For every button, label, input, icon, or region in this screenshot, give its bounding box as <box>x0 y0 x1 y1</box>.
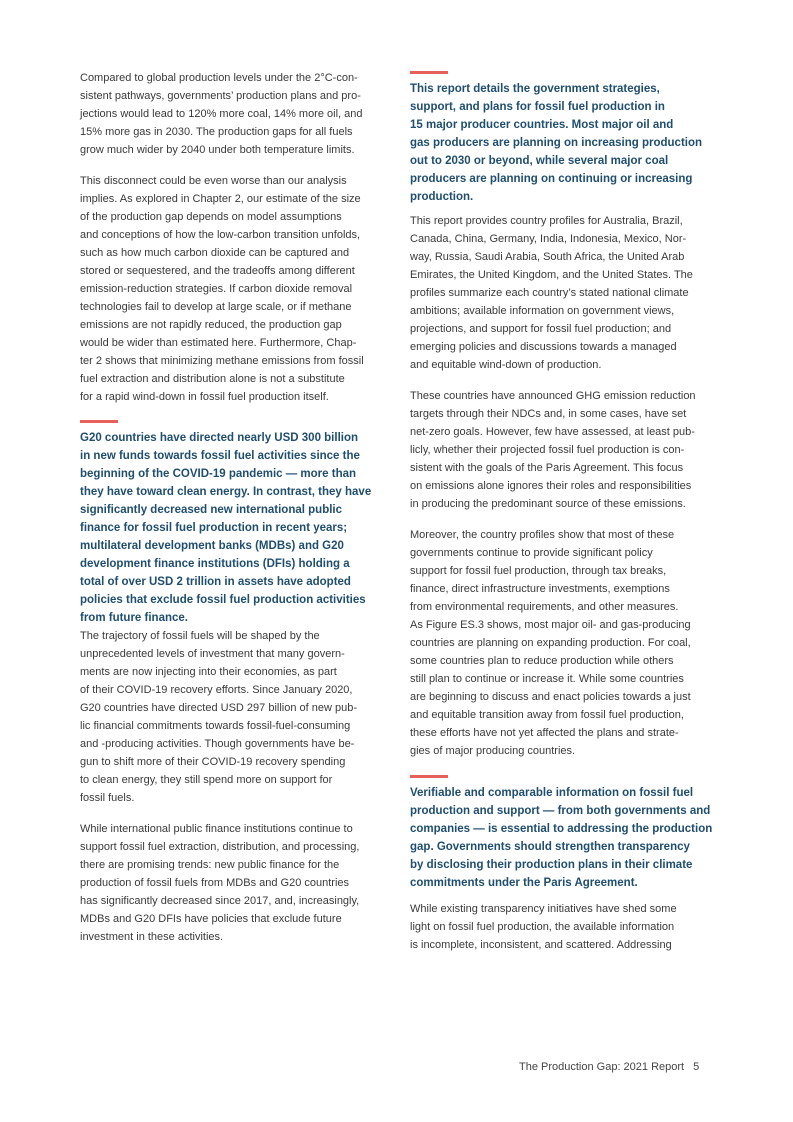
text-line: still plan to continue or increase it. While some countries <box>410 673 684 685</box>
text-line: This report provides country profiles for Australia, Brazil, <box>410 215 683 227</box>
highlight-line: out to 2030 or beyond, while several major coal <box>410 155 669 167</box>
highlight-line: beginning of the COVID-19 pandemic — more than <box>80 468 357 480</box>
text-line: lic financial commitments towards fossil-fuel-consuming <box>80 720 351 732</box>
text-line: Moreover, the country profiles show that most of these <box>410 529 675 541</box>
text-line: of their COVID-19 recovery efforts. Since January 2020, <box>80 684 353 696</box>
text-line: The trajectory of fossil fuels will be shaped by the <box>80 630 320 642</box>
highlight-line: companies — is essential to addressing the production <box>410 823 713 835</box>
text-line: 15% more gas in 2030. The production gaps for all fuels <box>80 126 353 138</box>
text-line: While international public finance institutions continue to <box>80 823 353 835</box>
highlight-line: total of over USD 2 trillion in assets have adopted <box>80 576 351 588</box>
text-line: light on fossil fuel production, the available information <box>410 921 675 933</box>
text-line: fossil fuels. <box>80 792 135 804</box>
text-line: G20 countries have directed USD 297 billion of new pub- <box>80 702 357 714</box>
text-line: fuel extraction and distribution alone is not a substitute <box>80 373 345 385</box>
text-line: of the production gap depends on model assumptions <box>80 211 342 223</box>
highlight-line: gap. Governments should strengthen transparency <box>410 841 690 853</box>
text-line: from environmental requirements, and other measures. <box>410 601 679 613</box>
text-line: technologies fail to develop at large scale, or if methane <box>80 301 352 313</box>
highlight-line: they have toward clean energy. In contrast, they have <box>80 486 372 498</box>
text-line: some countries plan to reduce production while others <box>410 655 674 667</box>
highlight-line: G20 countries have directed nearly USD 300 billion <box>80 432 359 444</box>
text-line: on emissions alone ignores their roles and responsibilities <box>410 480 692 492</box>
text-line: sistent pathways, governments’ production plans and pro- <box>80 90 361 102</box>
text-line: unprecedented levels of investment that many govern- <box>80 648 345 660</box>
accent-rule <box>410 775 448 778</box>
highlight-line: from future finance. <box>80 612 188 624</box>
page-footer <box>519 1059 719 1075</box>
text-line: ambitions; available information on government views, <box>410 305 675 317</box>
text-line: to clean energy, they still spend more on support for <box>80 774 333 786</box>
text-line: net-zero goals. However, few have assessed, at least pub- <box>410 426 695 438</box>
highlight-line: development finance institutions (DFIs) holding a <box>80 558 350 570</box>
text-line: As Figure ES.3 shows, most major oil- and gas-producing <box>410 619 691 631</box>
text-line: investment in these activities. <box>80 931 224 943</box>
highlight-line: in new funds towards fossil fuel activities since the <box>80 450 360 462</box>
highlight-line: producers are planning on continuing or increasing <box>410 173 693 185</box>
text-line: stored or sequestered, and the tradeoffs among different <box>80 265 355 277</box>
accent-rule <box>80 420 118 423</box>
text-line: projections, and support for fossil fuel production; and <box>410 323 672 335</box>
text-line: production of fossil fuels from MDBs and G20 countries <box>80 877 350 889</box>
text-line: would be wider than estimated here. Furthermore, Chap- <box>80 337 357 349</box>
highlight-line: significantly decreased new international public <box>80 504 343 516</box>
text-line: targets through their NDCs and, in some cases, have set <box>410 408 687 420</box>
text-line: Emirates, the United Kingdom, and the United States. The <box>410 269 693 281</box>
text-line: gies of major producing countries. <box>410 745 576 757</box>
text-line: are beginning to discuss and enact policies towards a just <box>410 691 691 703</box>
text-line: support for fossil fuel production, through tax breaks, <box>410 565 667 577</box>
text-line: implies. As explored in Chapter 2, our estimate of the size <box>80 193 361 205</box>
text-line: jections would lead to 120% more coal, 14% more oil, and <box>80 108 363 120</box>
text-line: and equitable wind-down of production. <box>410 359 602 371</box>
text-line: This disconnect could be even worse than our analysis <box>80 175 347 187</box>
accent-rule <box>410 71 448 74</box>
text-line: While existing transparency initiatives have shed some <box>410 903 677 915</box>
highlight-line: This report details the government strategies, <box>410 83 660 95</box>
highlight-line: by disclosing their production plans in their climate <box>410 859 693 871</box>
footer-report-title: The Production Gap: 2021 Report <box>519 1061 685 1073</box>
text-line: these efforts have not yet affected the plans and strate- <box>410 727 679 739</box>
text-line: and -producing activities. Though governments have be- <box>80 738 355 750</box>
text-line: governments continue to provide significant policy <box>410 547 653 559</box>
text-line: and equitable transition away from fossil fuel production, <box>410 709 684 721</box>
highlight-line: gas producers are planning on increasing production <box>410 137 703 149</box>
text-line: ments are now injecting into their economies, as part <box>80 666 337 678</box>
text-line: for a rapid wind-down in fossil fuel production itself. <box>80 391 329 403</box>
page-number: 5 <box>693 1061 700 1073</box>
highlight-line: policies that exclude fossil fuel production activities <box>80 594 366 606</box>
highlight-line: multilateral development banks (MDBs) and G20 <box>80 540 344 552</box>
text-line: Compared to global production levels under the 2°C-con- <box>80 72 358 84</box>
highlight-line: finance for fossil fuel production in recent years; <box>80 522 348 534</box>
highlight-line: production and support — from both governments and <box>410 805 711 817</box>
highlight-line: production. <box>410 191 474 203</box>
text-line: countries are planning on expanding production. For coal, <box>410 637 691 649</box>
text-line: has significantly decreased since 2017, and, increasingly, <box>80 895 360 907</box>
highlight-line: Verifiable and comparable information on fossil fuel <box>410 787 694 799</box>
text-line: emerging policies and discussions towards a managed <box>410 341 677 353</box>
highlight-line: 15 major producer countries. Most major oil and <box>410 119 674 131</box>
highlight-line: commitments under the Paris Agreement. <box>410 877 638 889</box>
text-line: such as how much carbon dioxide can be captured and <box>80 247 350 259</box>
text-line: emission-reduction strategies. If carbon dioxide removal <box>80 283 353 295</box>
text-line: there are promising trends: new public finance for the <box>80 859 340 871</box>
highlight-line: support, and plans for fossil fuel production in <box>410 101 665 113</box>
text-line: MDBs and G20 DFIs have policies that exclude future <box>80 913 342 925</box>
text-line: is incomplete, inconsistent, and scattered. Addressing <box>410 939 672 951</box>
text-line: emissions are not rapidly reduced, the production gap <box>80 319 342 331</box>
text-line: grow much wider by 2040 under both temperature limits. <box>80 144 355 156</box>
text-line: way, Russia, Saudi Arabia, South Africa, the United Arab <box>410 251 685 263</box>
text-line: licly, whether their projected fossil fuel production is con- <box>410 444 685 456</box>
text-line: ter 2 shows that minimizing methane emissions from fossil <box>80 355 364 367</box>
text-line: support fossil fuel extraction, distribution, and processing, <box>80 841 360 853</box>
text-line: These countries have announced GHG emission reduction <box>410 390 696 402</box>
text-line: Canada, China, Germany, India, Indonesia, Mexico, Nor- <box>410 233 687 245</box>
text-line: in producing the predominant source of these emissions. <box>410 498 686 510</box>
text-line: profiles summarize each country’s stated national climate <box>410 287 689 299</box>
text-line: gun to shift more of their COVID-19 recovery spending <box>80 756 346 768</box>
text-line: sistent with the goals of the Paris Agreement. This focus <box>410 462 684 474</box>
text-line: finance, direct infrastructure investments, exemptions <box>410 583 670 595</box>
text-line: and conceptions of how the low-carbon transition unfolds, <box>80 229 361 241</box>
